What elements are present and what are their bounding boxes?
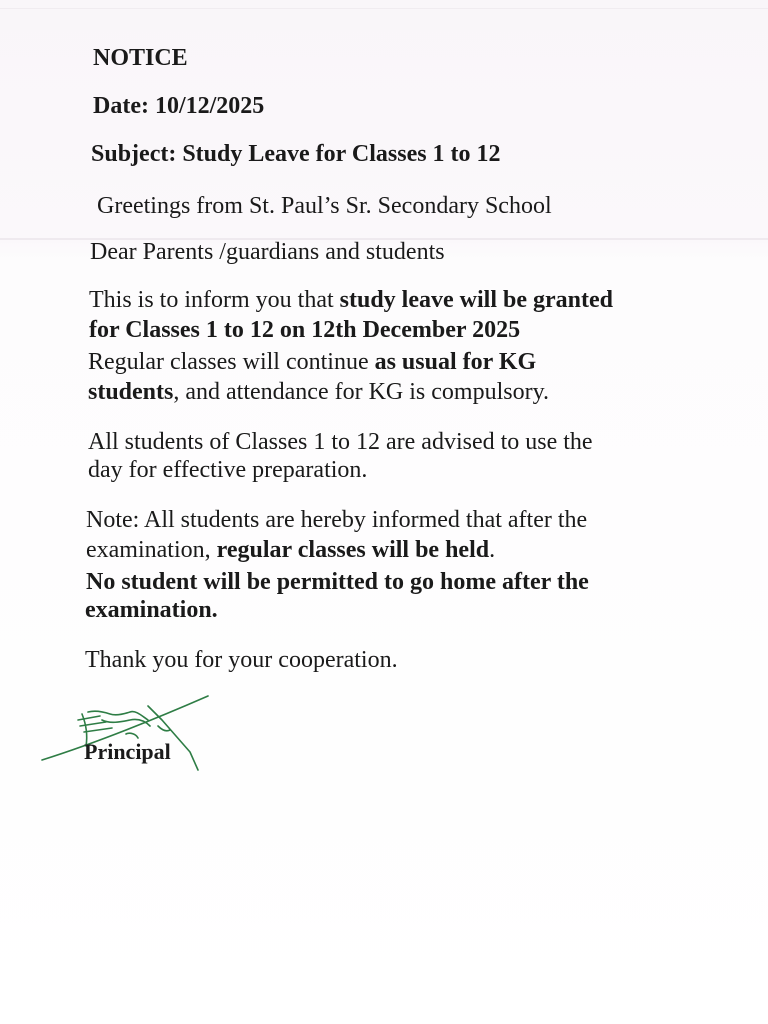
para1-line3-bold: as usual for KG xyxy=(374,349,537,375)
notice-heading: NOTICE xyxy=(93,45,188,71)
note-line3: No student will be permitted to go home after the xyxy=(86,569,589,595)
para1-line1-bold: study leave will be granted xyxy=(339,287,613,313)
note-line1: Note: All students are hereby informed that after the xyxy=(86,507,588,533)
note-line2-text: examination, xyxy=(86,537,217,563)
notice-subject: Subject: Study Leave for Classes 1 to 12 xyxy=(91,141,501,167)
para1-line4-bold: students xyxy=(88,379,174,405)
note-line2 xyxy=(86,536,495,564)
para1-line3 xyxy=(88,348,536,376)
thanks-line: Thank you for your cooperation. xyxy=(85,647,398,673)
para1-line4-text: , and attendance for KG is compulsory. xyxy=(173,379,550,405)
para1-line3-text: Regular classes will continue xyxy=(88,349,375,375)
notice-date: Date: 10/12/2025 xyxy=(93,93,265,119)
note-line4: examination. xyxy=(85,597,218,623)
scan-edge xyxy=(0,8,768,9)
para1-line1 xyxy=(89,286,613,314)
greeting-line: Greetings from St. Paul’s Sr. Secondary School xyxy=(97,193,552,219)
para1-line2: for Classes 1 to 12 on 12th December 2025 xyxy=(89,317,521,343)
para2-line2: day for effective preparation. xyxy=(88,457,368,483)
para1-line4 xyxy=(88,378,549,406)
note-line2-period: . xyxy=(489,537,496,563)
principal-signature xyxy=(40,690,220,780)
note-line2-bold: regular classes will be held xyxy=(216,537,490,563)
para2-line1: All students of Classes 1 to 12 are advised to use the xyxy=(88,429,593,455)
signatory-title: Principal xyxy=(84,739,171,764)
para1-line1-text: This is to inform you that xyxy=(89,287,340,313)
salutation-line: Dear Parents /guardians and students xyxy=(90,239,445,265)
